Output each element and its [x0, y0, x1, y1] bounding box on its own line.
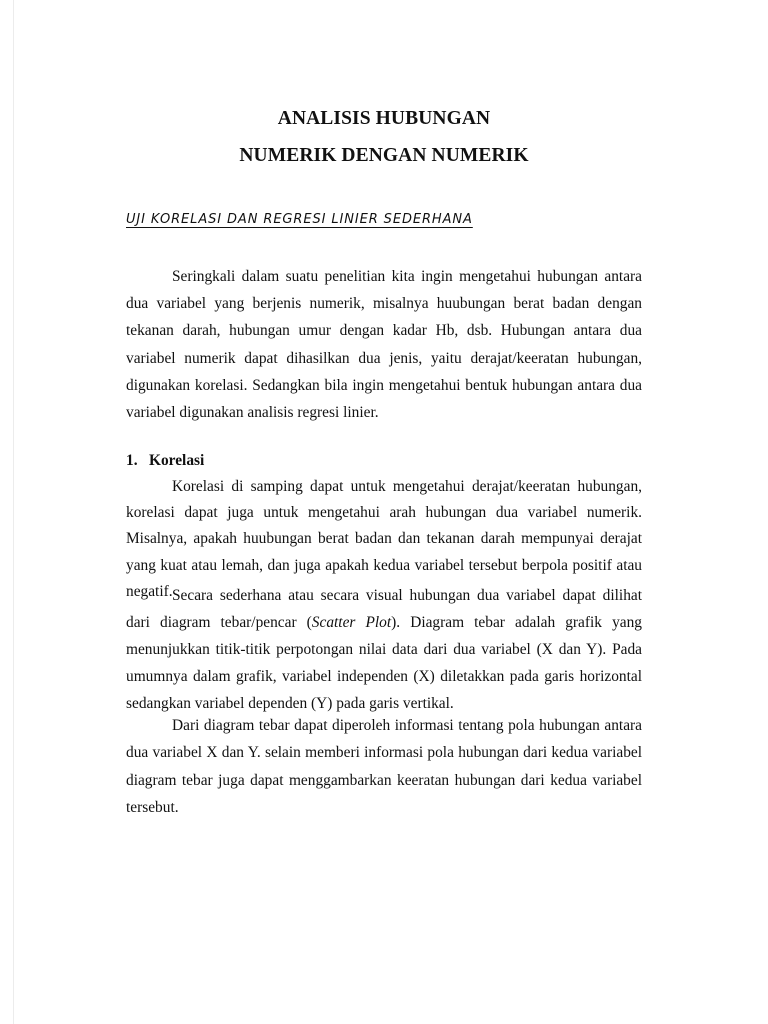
korelasi-paragraph-3: Dari diagram tebar dapat diperoleh informasi tentang pola hubungan antara dua variabel X dan Y. selain memberi informasi pola hubungan dari kedua variabel diagram tebar juga dapat menggambarkan keeratan hubungan dari kedua variabel tersebut.: [126, 717, 642, 816]
intro-paragraph: Seringkali dalam suatu penelitian kita ingin mengetahui hubungan antara dua variabel yang berjenis numerik, misalnya huubungan berat badan dengan tekanan darah, hubungan umur dengan kadar Hb, dsb. Hubungan antara dua variabel numerik dapat dihasilkan dua jenis, yaitu derajat/keeratan hubungan, digunakan korelasi. Sedangkan bila ingin mengetahui bentuk hubungan antara dua variabel digunakan analisis regresi linier.: [126, 268, 642, 422]
section-number: 1.: [126, 452, 138, 469]
korelasi-paragraph-1: Korelasi di samping dapat untuk mengetahui derajat/keeratan hubungan, korelasi dapat juga untuk mengetahui arah hubungan dua variabel numerik. Misalnya, apakah huubungan berat badan dan tekanan darah mempunyai derajat yang kuat atau lemah, dan juga apakah kedua variabel tersebut berpola positif atau negatif.: [126, 478, 642, 600]
paragraph-2-text-end: ). Diagram tebar adalah grafik yang menunjukkan titik-titik perpotongan nilai data dari dua variabel (X dan Y). Pada umumnya dalam grafik, variabel independen (X) diletakkan pada garis horizontal sedangkan variabel dependen (Y) pada garis vertikal.: [126, 614, 642, 712]
section-heading-text: Korelasi: [149, 452, 205, 469]
section-subtitle: UJI KORELASI DAN REGRESI LINIER SEDERHANA: [126, 212, 473, 227]
korelasi-paragraph-2: [126, 582, 642, 717]
document-title-line-1: ANALISIS HUBUNGAN: [277, 108, 491, 129]
paragraph-2-text-start: Secara sederhana atau secara visual hubungan dua variabel dapat dilihat dari diagram tebar/pencar (: [126, 587, 642, 631]
document-title-line-2: NUMERIK DENGAN NUMERIK: [239, 145, 529, 166]
section-heading-korelasi: [126, 450, 204, 472]
scatter-plot-term: Scatter Plot: [311, 614, 392, 631]
